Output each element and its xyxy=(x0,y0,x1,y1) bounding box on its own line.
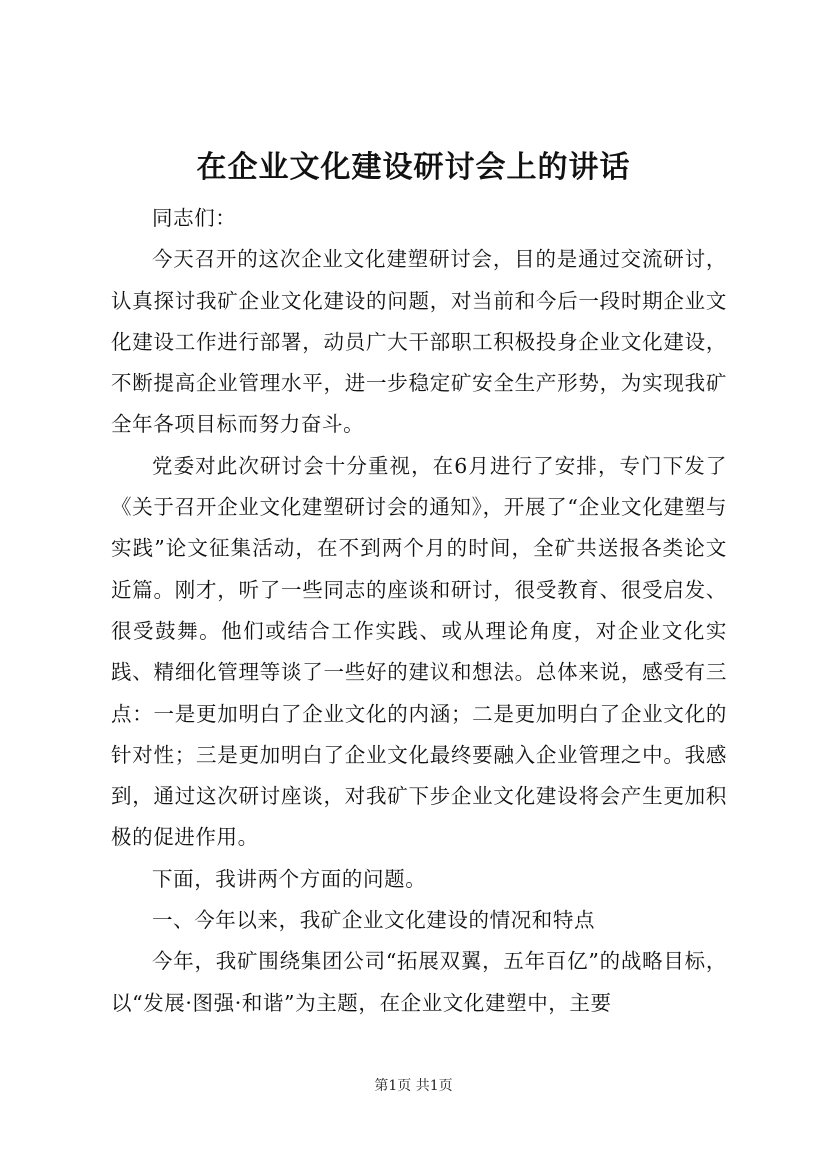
section-heading-1: 一、今年以来，我矿企业文化建设的情况和特点 xyxy=(152,908,596,933)
paragraph-this-year: 今年，我矿围绕集团公司“拓展双翼，五年百亿”的战略目标，以“发展·图强·和谐”为主题，在企业文化建塑中，主要 xyxy=(111,949,727,1015)
paragraph-salutation: 同志们： xyxy=(152,206,237,230)
paragraph-arrangement: 党委对此次研讨会十分重视，在6月进行了安排，专门下发了《关于召开企业文化建塑研讨会的通知》，开展了“企业文化建塑与实践”论文征集活动，在不到两个月的时间，全矿共送报各类论文近篇。刚才，听了一些同志的座谈和研讨，很受教育、很受启发、很受鼓舞。他们或结合工作实践、或从理论角度，对企业文化实践、精细化管理等谈了一些好的建议和想法。总体来说，感受有三点：一是更加明白了企业文化的内涵；二是更加明白了企业文化的针对性；三是更加明白了企业文化最终要融入企业管理之中。我感到，通过这次研讨座谈，对我矿下步企业文化建设将会产生更加积极的促进作用。 xyxy=(111,453,727,850)
paragraph-transition: 下面，我讲两个方面的问题。 xyxy=(152,866,427,891)
page-number-footer: 第1页 共1页 xyxy=(374,1078,453,1094)
document-body xyxy=(111,198,727,1024)
document-title: 在企业文化建设研讨会上的讲话 xyxy=(196,150,631,185)
paragraph-purpose: 今天召开的这次企业文化建塑研讨会，目的是通过交流研讨，认真探讨我矿企业文化建设的问题，对当前和今后一段时期企业文化建设工作进行部署，动员广大干部职工积极投身企业文化建设，不断提高企业管理水平，进一步稳定矿安全生产形势，为实现我矿全年各项目标而努力奋斗。 xyxy=(111,247,727,437)
